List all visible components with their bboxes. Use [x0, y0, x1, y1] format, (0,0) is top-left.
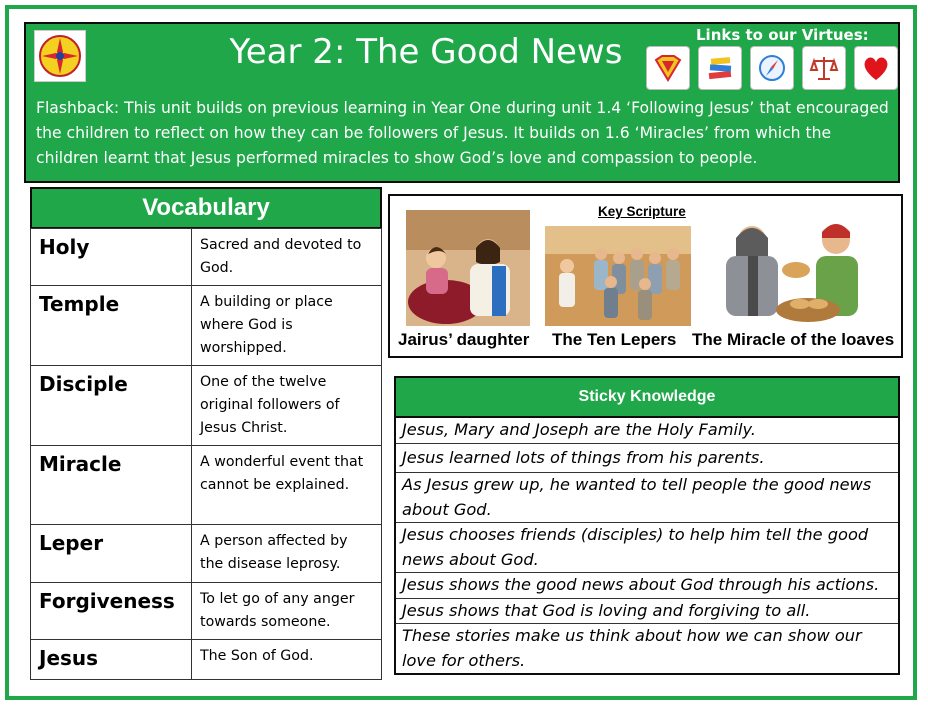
- key-scripture-panel: [388, 194, 903, 358]
- list-item: As Jesus grew up, he wanted to tell people the good news about God.: [396, 473, 898, 523]
- flashback-text: Flashback: This unit builds on previous learning in Year One during unit 1.4 ‘Following Jesus’ that encouraged the children to reflect on how they can be followers of Jesus. It builds on 1.6 ‘Miracles’ from which the children learnt that Jesus performed miracles to show God’s love and compassion to people.: [36, 99, 889, 167]
- header-banner: [24, 22, 900, 183]
- sticky-knowledge-list: [394, 418, 900, 675]
- list-item: Jesus shows that God is loving and forgiving to all.: [396, 599, 898, 625]
- list-item: Jesus, Mary and Joseph are the Holy Family.: [396, 418, 898, 444]
- table-row: [31, 366, 382, 446]
- sticky-knowledge-heading: Sticky Knowledge: [394, 376, 900, 418]
- virtues-title: Links to our Virtues:: [696, 26, 869, 44]
- vocabulary-table: [30, 228, 382, 680]
- key-scripture-heading: Key Scripture: [598, 204, 686, 219]
- vocab-definition: One of the twelve original followers of Jesus Christ.: [192, 366, 382, 446]
- vocab-definition: A building or place where God is worshipped.: [192, 286, 382, 366]
- vocab-definition: A person affected by the disease leprosy.: [192, 525, 382, 583]
- table-row: [31, 286, 382, 366]
- vocab-definition: The Son of God.: [192, 640, 382, 680]
- heart-icon: [854, 46, 898, 90]
- compass-icon: [750, 46, 794, 90]
- vocab-definition: To let go of any anger towards someone.: [192, 583, 382, 640]
- story-caption: The Miracle of the loaves: [692, 330, 895, 349]
- story-caption: Jairus’ daughter: [398, 330, 530, 349]
- vocabulary-heading: Vocabulary: [30, 187, 382, 229]
- vocab-term: Forgiveness: [31, 583, 192, 640]
- ten-lepers-illustration: [545, 226, 691, 326]
- list-item: Jesus shows the good news about God through his actions.: [396, 573, 898, 599]
- table-row: [31, 229, 382, 286]
- table-row: [31, 525, 382, 583]
- vocab-term: Jesus: [31, 640, 192, 680]
- list-item: These stories make us think about how we can show our love for others.: [402, 626, 862, 670]
- story-caption: The Ten Lepers: [552, 330, 677, 349]
- vocab-definition: A wonderful event that cannot be explained.: [192, 446, 382, 525]
- jairus-daughter-illustration: [406, 210, 530, 326]
- list-item: Jesus chooses friends (disciples) to help him tell the good news about God.: [396, 523, 898, 573]
- scales-icon: [802, 46, 846, 90]
- miracle-of-loaves-illustration: [700, 210, 890, 326]
- shield-icon: [646, 46, 690, 90]
- list-item: Jesus learned lots of things from his parents.: [396, 444, 898, 474]
- page-title: Year 2: The Good News: [229, 32, 623, 72]
- vocab-term: Temple: [31, 286, 192, 366]
- vocab-term: Holy: [31, 229, 192, 286]
- table-row: [31, 446, 382, 525]
- vocab-term: Disciple: [31, 366, 192, 446]
- vocab-term: Miracle: [31, 446, 192, 525]
- vocab-term: Leper: [31, 525, 192, 583]
- table-row: [31, 583, 382, 640]
- books-icon: [698, 46, 742, 90]
- table-row: [31, 640, 382, 680]
- vocab-definition: Sacred and devoted to God.: [192, 229, 382, 286]
